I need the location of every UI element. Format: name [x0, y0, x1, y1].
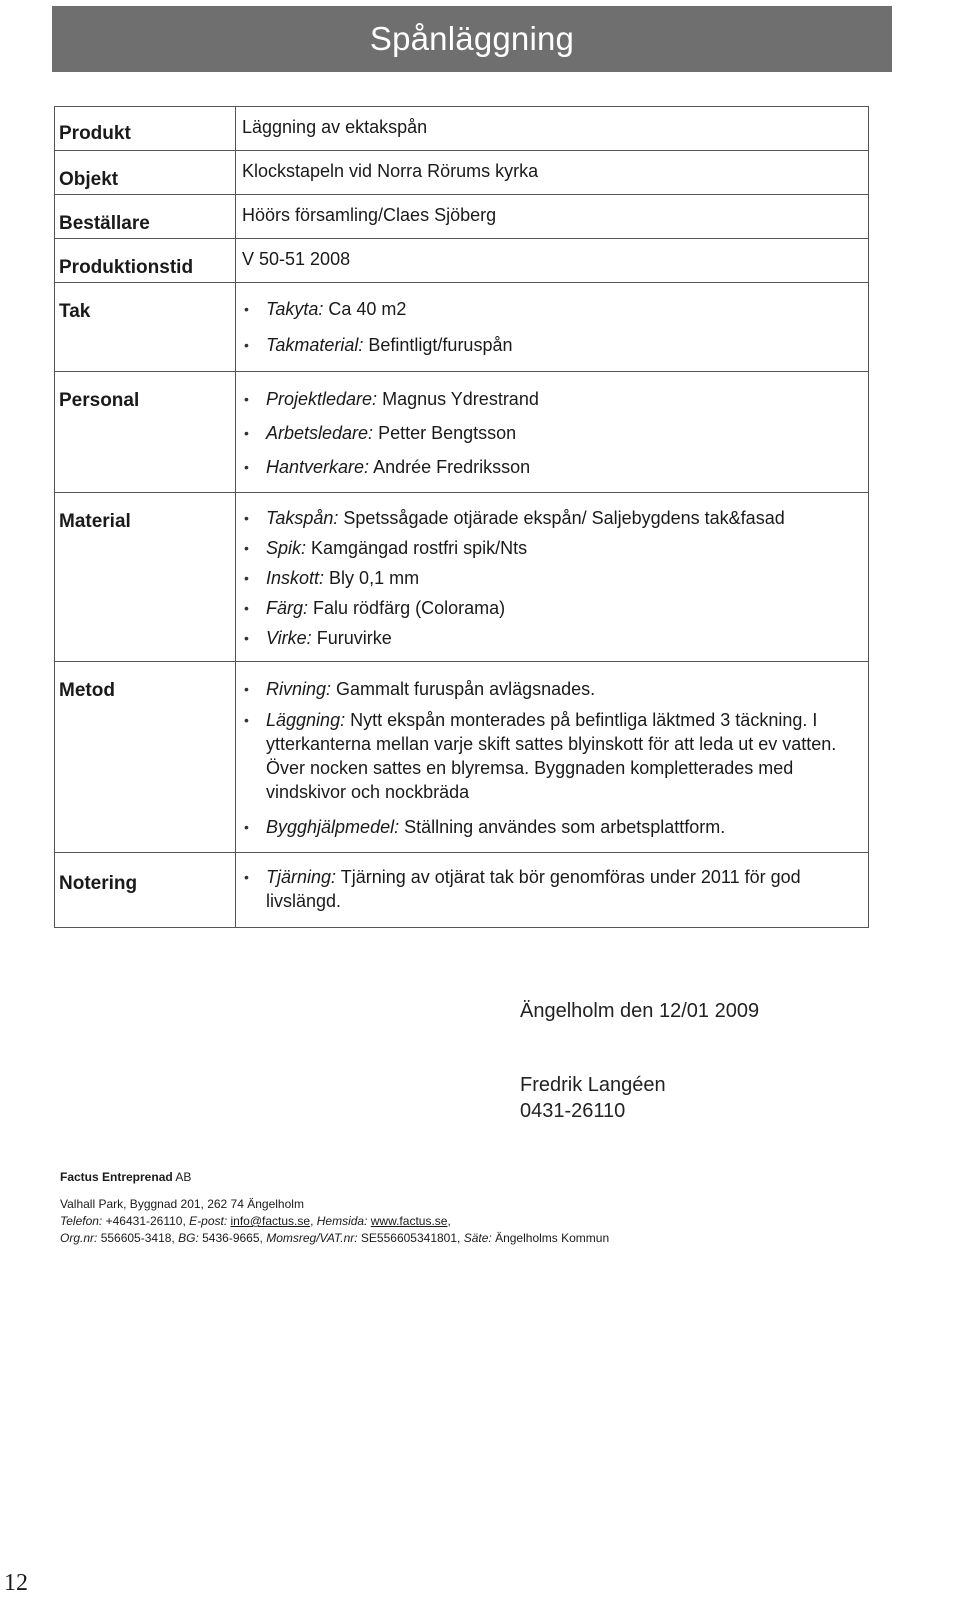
website-link[interactable]: www.factus.se — [370, 1214, 448, 1228]
spec-table — [54, 106, 869, 928]
value-produktionstid: V 50-51 2008 — [242, 249, 351, 269]
page-title: Spånläggning — [369, 20, 575, 57]
value-bestallare: Höörs församling/Claes Sjöberg — [242, 205, 497, 225]
value-objekt: Klockstapeln vid Norra Rörums kyrka — [242, 161, 539, 181]
signer-name: Fredrik Langéen — [520, 1074, 666, 1096]
list-item: • Virke: Furuvirke — [242, 623, 868, 653]
list-item: • Spik: Kamgängad rostfri spik/Nts — [242, 533, 868, 563]
personal-list — [236, 372, 868, 492]
label-metod: Metod — [55, 662, 236, 853]
title-banner — [52, 6, 892, 72]
material-list — [236, 493, 868, 661]
table-row — [55, 662, 869, 853]
table-row — [55, 853, 869, 928]
signer-phone: 0431-26110 — [520, 1100, 626, 1122]
list-item: • Arbetsledare: Petter Bengtsson — [242, 416, 868, 450]
email-link[interactable]: info@factus.se — [230, 1214, 311, 1228]
table-row — [55, 283, 869, 372]
notering-list — [236, 853, 868, 927]
table-row — [55, 107, 869, 151]
table-row — [55, 195, 869, 239]
table-row — [55, 239, 869, 283]
list-item: • Takmaterial: Befintligt/furuspån — [242, 327, 868, 363]
label-material: Material — [55, 493, 236, 662]
label-produkt: Produkt — [55, 107, 236, 151]
company-address-block — [60, 1196, 609, 1247]
list-item: • Inskott: Bly 0,1 mm — [242, 563, 868, 593]
list-item: • Läggning: Nytt ekspån monterades på befintliga läktmed 3 täckning. I ytterkanterna mellan varje skift sattes blyinskott för att leda ut ev vatten. Över nocken sattes en blyremsa. Byggnaden kompletterades med vindskivor och nockbräda — [242, 708, 868, 804]
value-produkt: Läggning av ektakspån — [242, 117, 428, 137]
page-number: 12 — [4, 1570, 28, 1596]
table-row — [55, 151, 869, 195]
label-produktionstid: Produktionstid — [55, 239, 236, 283]
list-item: • Rivning: Gammalt furuspån avlägsnades. — [242, 674, 868, 704]
list-item: • Hantverkare: Andrée Fredriksson — [242, 450, 868, 484]
tak-list — [236, 283, 868, 371]
label-bestallare: Beställare — [55, 195, 236, 239]
place-date: Ängelholm den 12/01 2009 — [520, 1000, 760, 1022]
registration-line: Org.nr: 556605-3418, BG: 5436-9665, Momsreg/VAT.nr: SE556605341801, Säte: Ängelholms Kommun — [60, 1231, 610, 1245]
list-item: • Tjärning: Tjärning av otjärat tak bör genomföras under 2011 för god livslängd. — [242, 865, 868, 913]
list-item: • Takspån: Spetssågade otjärade ekspån/ Saljebygdens tak&fasad — [242, 503, 868, 533]
table-row — [55, 493, 869, 662]
list-item: • Färg: Falu rödfärg (Colorama) — [242, 593, 868, 623]
label-objekt: Objekt — [55, 151, 236, 195]
company-address: Valhall Park, Byggnad 201, 262 74 Ängelholm — [60, 1197, 304, 1211]
metod-list — [236, 662, 868, 852]
list-item: • Takyta: Ca 40 m2 — [242, 291, 868, 327]
label-personal: Personal — [55, 372, 236, 493]
table-row — [55, 372, 869, 493]
list-item: • Bygghjälpmedel: Ställning användes som arbetsplattform. — [242, 812, 868, 842]
company-name: Factus Entreprenad AB — [60, 1170, 192, 1184]
contact-line: Telefon: +46431-26110, E-post: info@factus.se, Hemsida: www.factus.se, — [60, 1214, 451, 1228]
label-tak: Tak — [55, 283, 236, 372]
list-item: • Projektledare: Magnus Ydrestrand — [242, 382, 868, 416]
label-notering: Notering — [55, 853, 236, 928]
